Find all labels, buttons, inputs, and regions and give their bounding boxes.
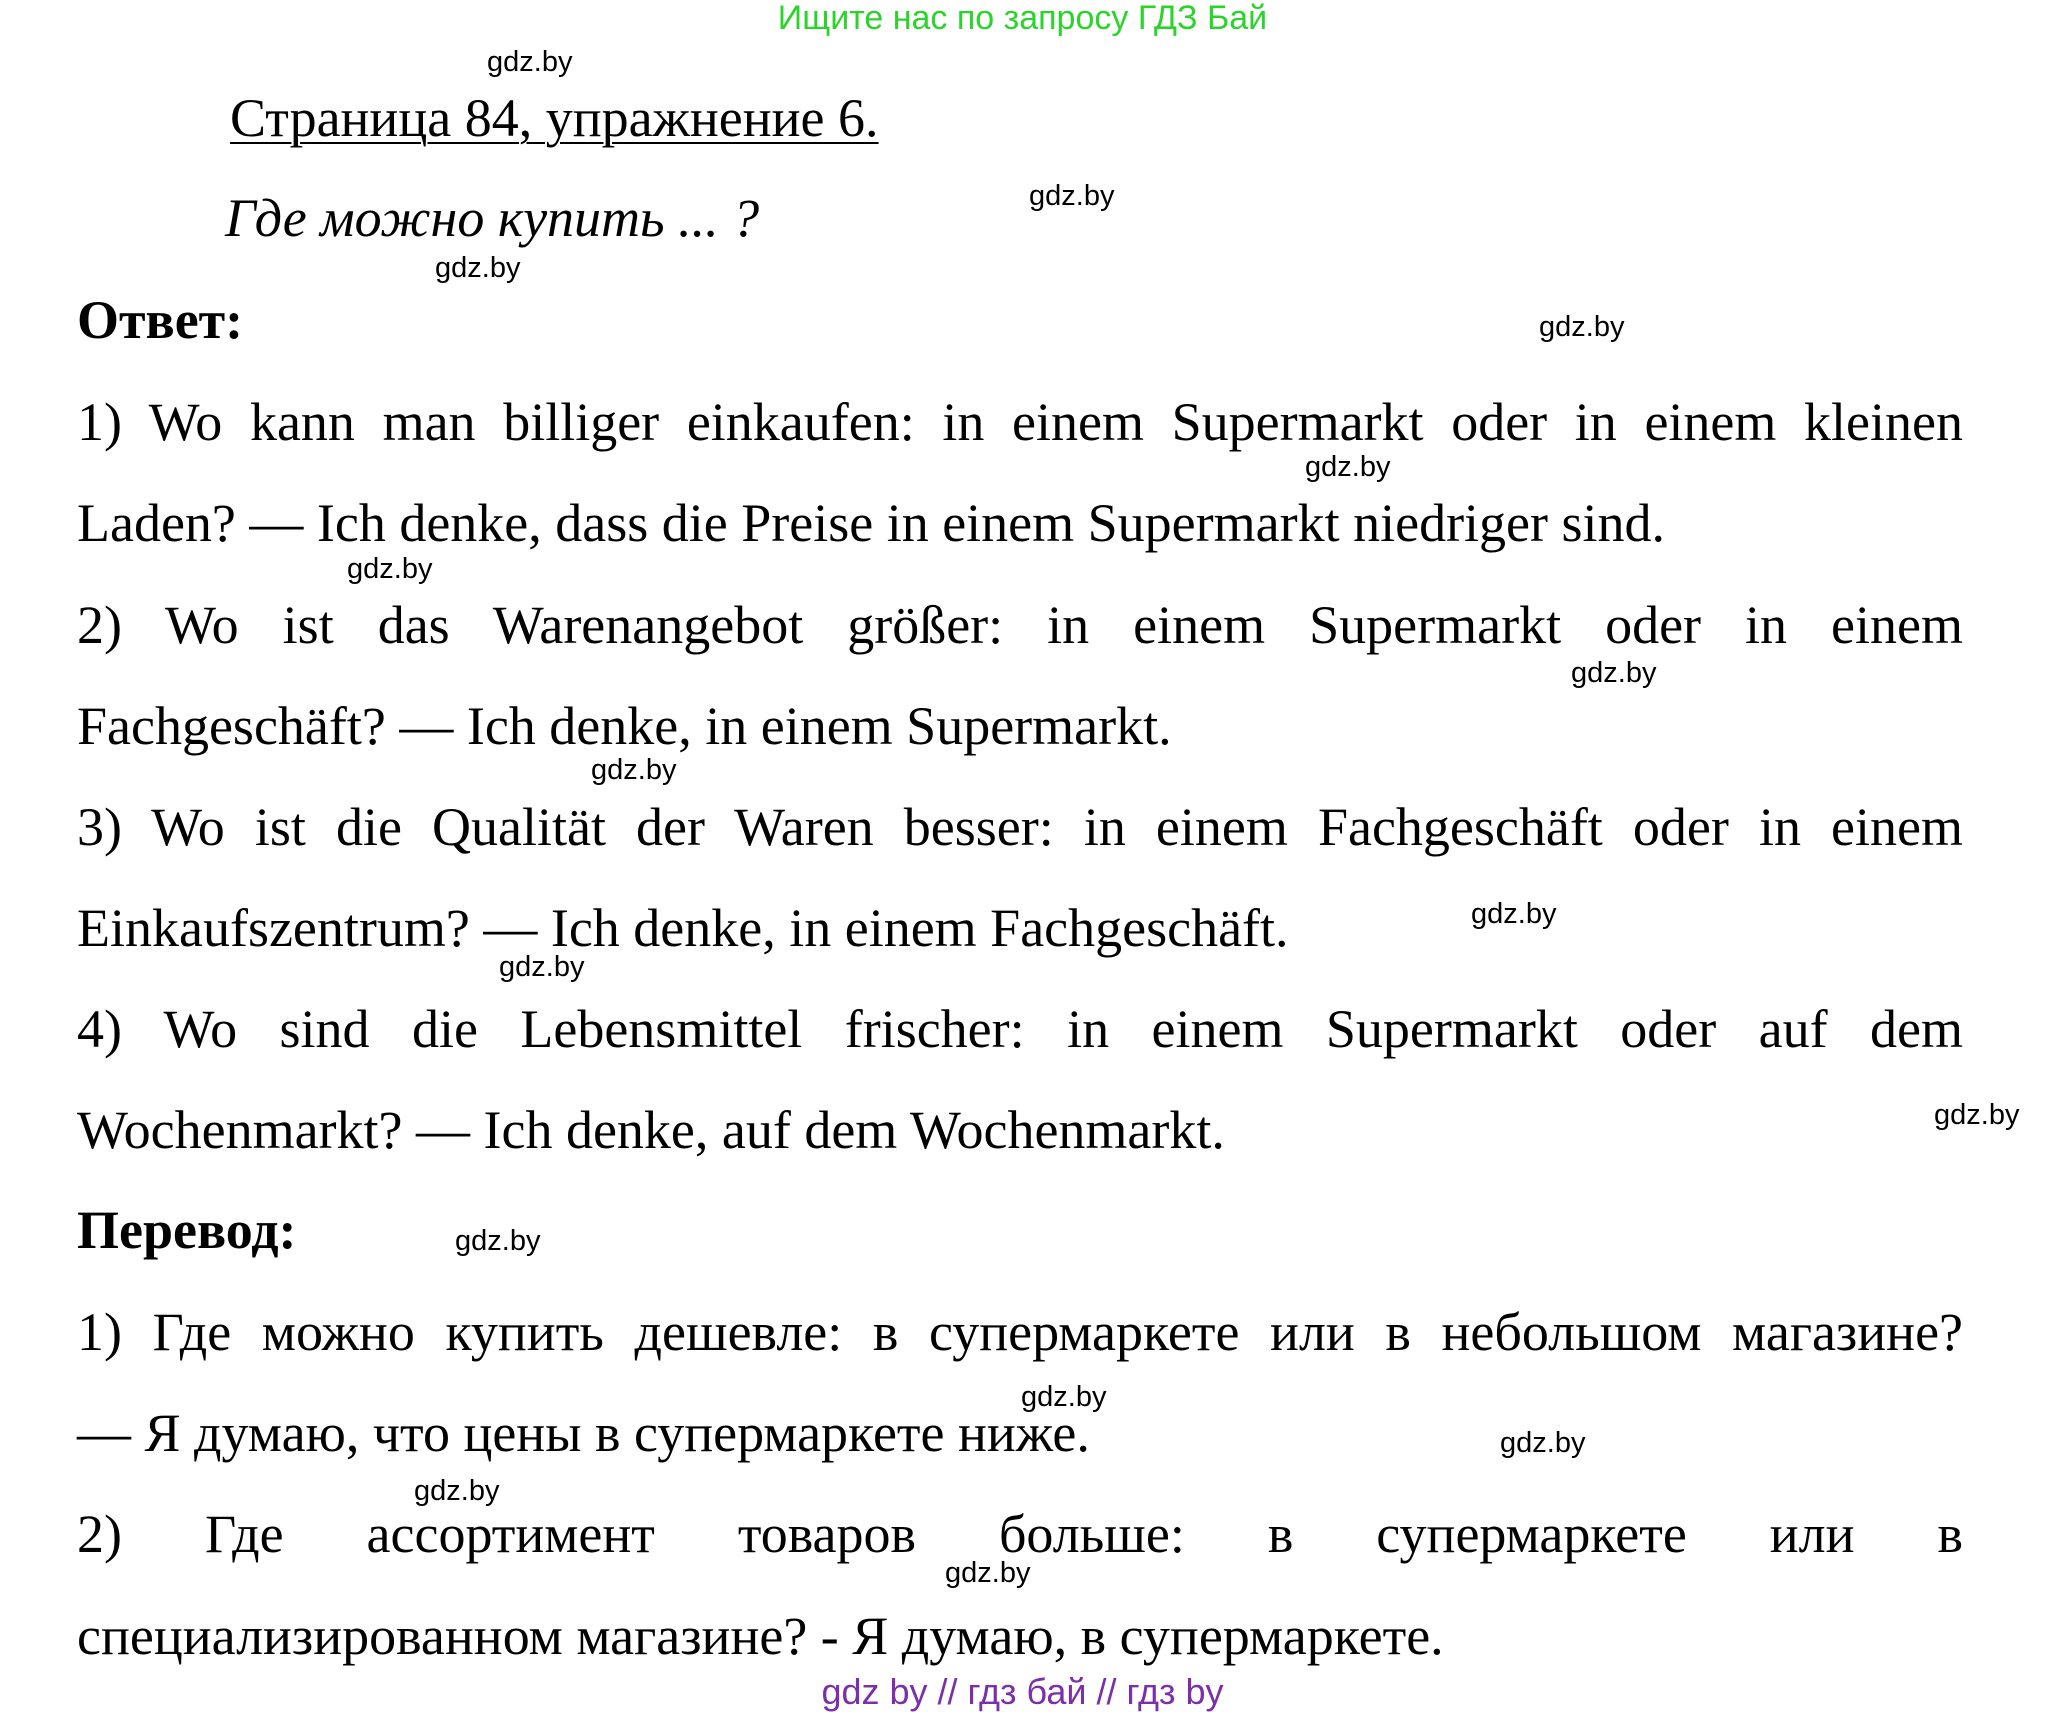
- task-question: Где можно купить ... ?: [225, 188, 760, 248]
- footer-links: gdz by // гдз бай // гдз by: [821, 1671, 1224, 1712]
- watermark: gdz.by: [487, 46, 573, 78]
- watermark: gdz.by: [1021, 1381, 1107, 1413]
- watermark: gdz.by: [1471, 898, 1557, 930]
- page-title: Страница 84, упражнение 6.: [230, 88, 879, 148]
- watermark: gdz.by: [1029, 180, 1115, 212]
- translation-line-4: специализированном магазине? - Я думаю, в супермаркете.: [77, 1606, 1444, 1666]
- watermark: gdz.by: [945, 1557, 1031, 1589]
- answer-line-7: 4) Wo sind die Lebensmittel frischer: in einem Supermarkt oder auf dem: [77, 999, 1963, 1059]
- answer-line-3: 2) Wo ist das Warenangebot größer: in einem Supermarkt oder in einem: [77, 595, 1963, 655]
- search-banner: Ищите нас по запросу ГДЗ Бай: [777, 0, 1268, 37]
- translation-heading: Перевод:: [77, 1200, 297, 1260]
- answer-line-8: Wochenmarkt? — Ich denke, auf dem Wochenmarkt.: [77, 1100, 1225, 1160]
- watermark: gdz.by: [1571, 657, 1657, 689]
- translation-line-2: — Я думаю, что цены в супермаркете ниже.: [77, 1403, 1090, 1463]
- watermark: gdz.by: [347, 553, 433, 585]
- watermark: gdz.by: [591, 754, 677, 786]
- watermark: gdz.by: [1539, 311, 1625, 343]
- answer-line-4: Fachgeschäft? — Ich denke, in einem Supermarkt.: [77, 696, 1172, 756]
- answer-line-5: 3) Wo ist die Qualität der Waren besser: in einem Fachgeschäft oder in einem: [77, 797, 1963, 857]
- watermark: gdz.by: [1934, 1099, 2020, 1131]
- watermark: gdz.by: [414, 1475, 500, 1507]
- answer-line-6: Einkaufszentrum? — Ich denke, in einem Fachgeschäft.: [77, 898, 1289, 958]
- watermark: gdz.by: [1500, 1427, 1586, 1459]
- translation-line-3: 2) Где ассортимент товаров больше: в супермаркете или в: [77, 1504, 1963, 1564]
- answer-line-2: Laden? — Ich denke, dass die Preise in einem Supermarkt niedriger sind.: [77, 493, 1666, 553]
- answer-heading: Ответ:: [77, 290, 244, 350]
- watermark: gdz.by: [1305, 451, 1391, 483]
- translation-line-1: 1) Где можно купить дешевле: в супермаркете или в небольшом магазине?: [77, 1302, 1963, 1362]
- answer-line-1: 1) Wo kann man billiger einkaufen: in einem Supermarkt oder in einem kleinen: [77, 392, 1963, 452]
- watermark: gdz.by: [455, 1225, 541, 1257]
- watermark: gdz.by: [499, 951, 585, 983]
- watermark: gdz.by: [435, 252, 521, 284]
